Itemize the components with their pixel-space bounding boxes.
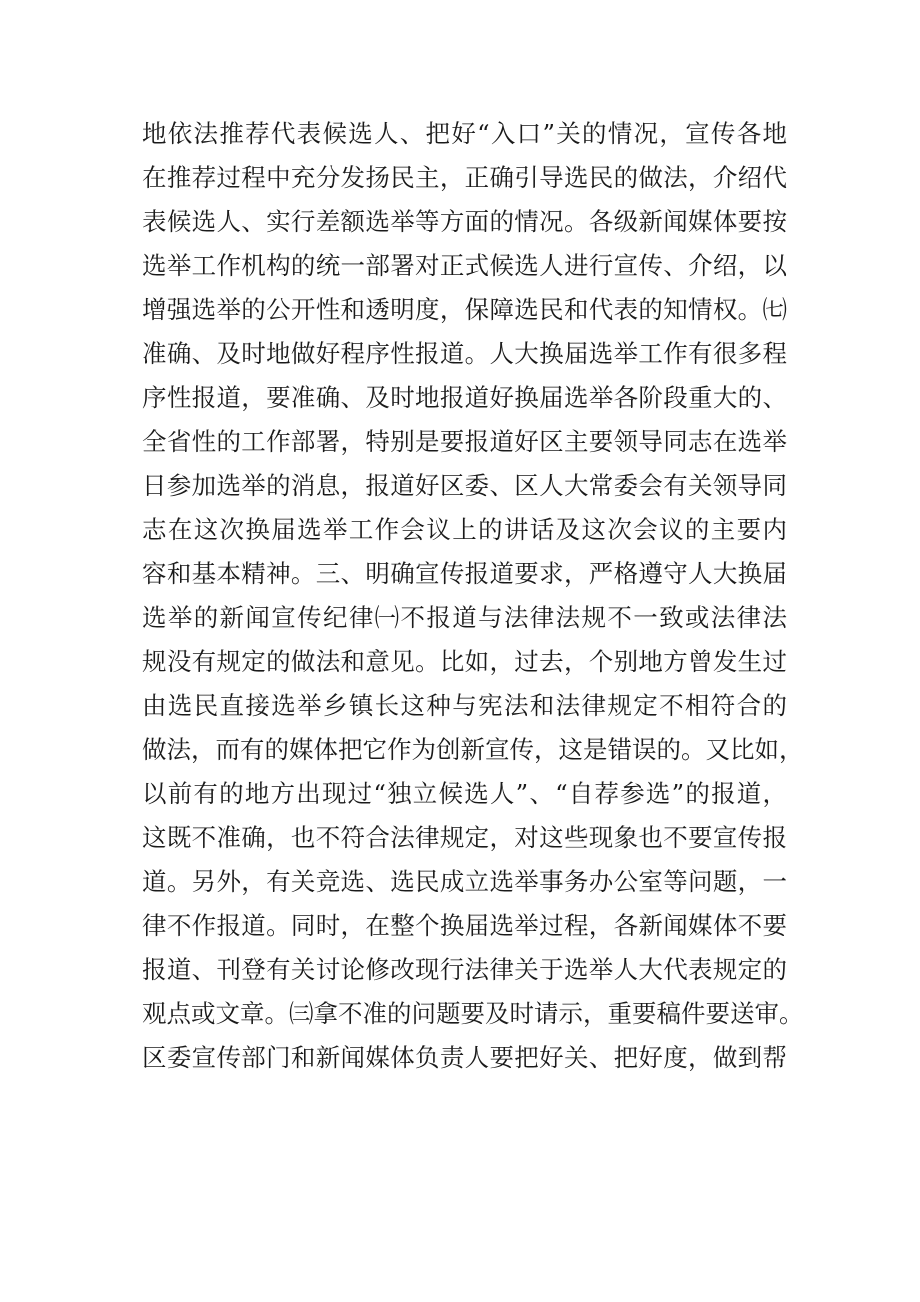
text-line: 容和基本精神。三、明确宣传报道要求，严格遵守人大换届 bbox=[142, 559, 787, 588]
text-line: 选举的新闻宣传纪律㈠不报道与法律法规不一致或法律法 bbox=[142, 603, 787, 632]
text-line: 报道、刊登有关讨论修改现行法律关于选举人大代表规定的 bbox=[142, 955, 787, 984]
text-line: 做法，而有的媒体把它作为创新宣传，这是错误的。又比如， bbox=[142, 735, 804, 764]
text-line: 律不作报道。同时，在整个换届选举过程，各新闻媒体不要 bbox=[142, 911, 787, 940]
text-line: 观点或文章。㈢拿不准的问题要及时请示，重要稿件要送审。 bbox=[142, 999, 804, 1028]
text-line: 选举工作机构的统一部署对正式候选人进行宣传、介绍，以 bbox=[142, 251, 787, 280]
text-line: 准确、及时地做好程序性报道。人大换届选举工作有很多程 bbox=[142, 339, 787, 368]
text-line: 规没有规定的做法和意见。比如，过去，个别地方曾发生过 bbox=[142, 647, 787, 676]
text-line: 日参加选举的消息，报道好区委、区人大常委会有关领导同 bbox=[142, 471, 787, 500]
text-line: 全省性的工作部署，特别是要报道好区主要领导同志在选举 bbox=[142, 427, 787, 456]
text-line: 这既不准确，也不符合法律规定，对这些现象也不要宣传报 bbox=[142, 823, 787, 852]
text-line: 由选民直接选举乡镇长这种与宪法和法律规定不相符合的 bbox=[142, 691, 787, 720]
text-line: 在推荐过程中充分发扬民主，正确引导选民的做法，介绍代 bbox=[142, 163, 787, 192]
body-text bbox=[142, 112, 804, 1080]
text-line: 道。另外，有关竞选、选民成立选举事务办公室等问题，一 bbox=[142, 867, 787, 896]
text-line: 区委宣传部门和新闻媒体负责人要把好关、把好度，做到帮 bbox=[142, 1043, 787, 1072]
text-line: 以前有的地方出现过“独立候选人”、“自荐参选”的报道， bbox=[142, 779, 787, 808]
text-line: 序性报道，要准确、及时地报道好换届选举各阶段重大的、 bbox=[142, 383, 787, 412]
text-line: 表候选人、实行差额选举等方面的情况。各级新闻媒体要按 bbox=[142, 207, 787, 236]
text-line: 增强选举的公开性和透明度，保障选民和代表的知情权。㈦ bbox=[142, 295, 787, 324]
text-line: 地依法推荐代表候选人、把好“入口”关的情况，宣传各地 bbox=[142, 119, 787, 148]
text-line: 志在这次换届选举工作会议上的讲话及这次会议的主要内 bbox=[142, 515, 787, 544]
